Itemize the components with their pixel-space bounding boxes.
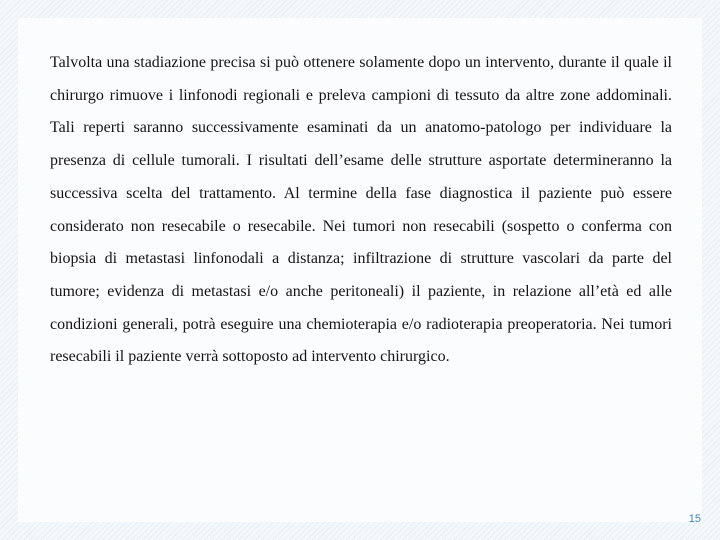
slide-page-number: 15	[688, 513, 701, 525]
slide-body-text: Talvolta una stadiazione precisa si può ottenere solamente dopo un intervento, durante il quale il chirurgo rimuove i linfonodi regionali e preleva campioni di tessuto da altre zone addominali. Tali reperti saranno successivamente esaminati da un anatomo-patologo per individuare la presenza di cellule tumorali. I risultati dell’esame delle strutture asportate determineranno la successiva scelta del trattamento. Al termine della fase diagnostica il paziente può essere considerato non resecabile o resecabile. Nei tumori non resecabili (sospetto o conferma con biopsia di metastasi linfonodali a distanza; infiltrazione di strutture vascolari da parte del tumore; evidenza di metastasi e/o anche peritoneali) il paziente, in relazione all’età ed alle condizioni generali, potrà eseguire una chemioterapia e/o radioterapia preoperatoria. Nei tumori resecabili il paziente verrà sottoposto ad intervento chirurgico.	[50, 54, 672, 366]
